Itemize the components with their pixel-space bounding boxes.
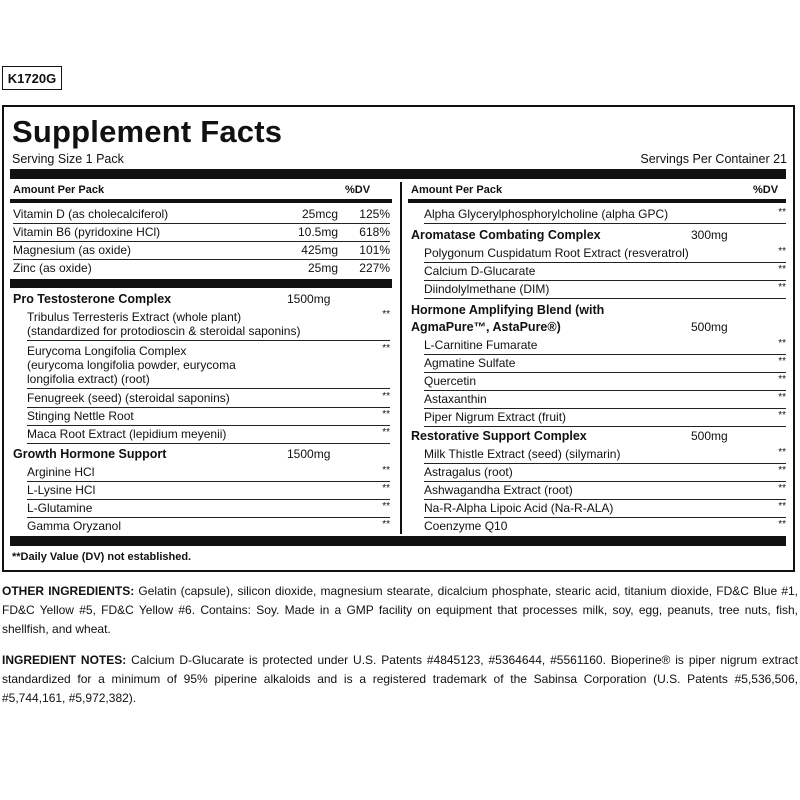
- dv-not-established: **: [382, 409, 390, 420]
- ingredient-name: Vitamin D (as cholecalciferol): [13, 207, 169, 221]
- right-dv-header: %DV: [753, 184, 779, 196]
- ingredient-name: Vitamin B6 (pyridoxine HCl): [13, 225, 161, 239]
- list-item: [424, 281, 786, 299]
- other-ingredients: [2, 582, 798, 639]
- ingredient-dv: 125%: [359, 207, 390, 221]
- dv-not-established: **: [778, 501, 786, 512]
- column-divider: [400, 182, 402, 534]
- ingredient-name: Astaxanthin: [424, 392, 487, 406]
- hormone-amount: 500mg: [691, 320, 728, 334]
- dv-not-established: **: [382, 483, 390, 494]
- list-item: [424, 337, 786, 355]
- ingredient-name: L-Glutamine: [27, 501, 93, 515]
- list-item: [27, 390, 390, 408]
- list-item: [424, 446, 786, 464]
- ingredient-name: Milk Thistle Extract (seed) (silymarin): [424, 447, 621, 461]
- ingredient-name: Diindolylmethane (DIM): [424, 282, 550, 296]
- list-item: [424, 518, 786, 535]
- list-item: [424, 245, 786, 263]
- left-section-rule: [10, 279, 392, 288]
- tribulus-item: [27, 310, 390, 341]
- dv-not-established: **: [778, 264, 786, 275]
- list-item: [27, 482, 390, 500]
- list-item: [27, 518, 390, 535]
- ingredient-name: Gamma Oryzanol: [27, 519, 122, 533]
- left-amount-header: Amount Per Pack: [13, 184, 105, 196]
- ingredient-name: Arginine HCl: [27, 465, 95, 479]
- list-item: [13, 260, 390, 277]
- list-item: [424, 500, 786, 518]
- right-amount-header: Amount Per Pack: [411, 184, 503, 196]
- tribulus-line-2: (standardized for protodioscin & steroidal saponins): [27, 324, 301, 338]
- list-item: [27, 500, 390, 518]
- restorative-heading: Restorative Support Complex: [411, 429, 587, 443]
- ingredient-name: Piper Nigrum Extract (fruit): [424, 410, 567, 424]
- hormone-heading-line-1: Hormone Amplifying Blend (with: [411, 303, 605, 317]
- eurycoma-line-1: Eurycoma Longifolia Complex: [27, 344, 187, 358]
- other-ingredients-text: Gelatin (capsule), silicon dioxide, magnesium stearate, dicalcium phosphate, stearic acid, titanium dioxide, FD&C Blue #1, FD&C Yellow #5, FD&C Yellow #6. Contains: Soy. Made in a GMP facility on equipment that processes milk, soy, egg, peanuts, tree nuts, fish, shellfish, and wheat.: [2, 584, 799, 636]
- servings-per-container: Servings Per Container 21: [640, 152, 787, 166]
- ingredient-name: Magnesium (as oxide): [13, 243, 132, 257]
- left-header-rule: [10, 199, 392, 203]
- growth-hormone-amount: 1500mg: [287, 447, 331, 461]
- ingredient-name: Coenzyme Q10: [424, 519, 508, 533]
- dv-not-established: **: [778, 282, 786, 293]
- ingredient-dv: 227%: [359, 261, 390, 275]
- other-ingredients-label: OTHER INGREDIENTS:: [2, 584, 135, 598]
- ingredient-name: Zinc (as oxide): [13, 261, 92, 275]
- ingredient-dv: 618%: [359, 225, 390, 239]
- ingredient-name: Maca Root Extract (lepidium meyenii): [27, 427, 227, 441]
- ingredient-notes-text: Calcium D-Glucarate is protected under U.S. Patents #4845123, #5364644, #5561160. Bioperine® is piper nigrum extract standardized for a minimum of 95% piperine alkaloids and is a registered trademark of the Sabinsa Corporation (U.S. Patents #5,536,506, #5,744,161, #5,972,382).: [2, 653, 798, 705]
- pro-testosterone-heading: Pro Testosterone Complex: [13, 292, 172, 306]
- eurycoma-line-2: (eurycoma longifolia powder, eurycoma: [27, 358, 236, 372]
- ingredient-name: Na-R-Alpha Lipoic Acid (Na-R-ALA): [424, 501, 614, 515]
- list-item: [424, 464, 786, 482]
- tribulus-line-1: Tribulus Terresteris Extract (whole plant): [27, 310, 242, 324]
- dv-not-established: **: [778, 356, 786, 367]
- ingredient-notes: [2, 651, 798, 708]
- dv-not-established: **: [382, 427, 390, 438]
- dv-not-established: **: [778, 447, 786, 458]
- list-item: [424, 391, 786, 409]
- hormone-heading-line-2: AgmaPure™, AstaPure®): [411, 320, 561, 334]
- dv-not-established: **: [778, 410, 786, 421]
- ingredient-name: L-Carnitine Fumarate: [424, 338, 538, 352]
- list-item: [424, 355, 786, 373]
- ingredient-name: L-Lysine HCl: [27, 483, 96, 497]
- ingredient-amount: 25mcg: [301, 207, 338, 221]
- ingredient-amount: 10.5mg: [297, 225, 338, 239]
- ingredient-name: Ashwagandha Extract (root): [424, 483, 573, 497]
- dv-not-established: **: [778, 392, 786, 403]
- thick-rule-bottom: [10, 536, 786, 546]
- dv-not-established: **: [778, 374, 786, 385]
- dv-not-established: **: [382, 391, 390, 402]
- right-header-rule: [408, 199, 786, 203]
- list-item: [424, 206, 786, 224]
- ingredient-name: Fenugreek (seed) (steroidal saponins): [27, 391, 230, 405]
- list-item: [13, 206, 390, 224]
- aromatase-heading: Aromatase Combating Complex: [411, 228, 601, 242]
- left-dv-header: %DV: [345, 184, 371, 196]
- ingredient-name: Alpha Glycerylphosphorylcholine (alpha GPC): [424, 207, 669, 221]
- aromatase-amount: 300mg: [691, 228, 728, 242]
- ingredient-amount: 25mg: [307, 261, 338, 275]
- list-item: [424, 409, 786, 427]
- list-item: [13, 224, 390, 242]
- dv-not-established: **: [382, 501, 390, 512]
- growth-hormone-heading: Growth Hormone Support: [13, 447, 167, 461]
- ingredient-name: Astragalus (root): [424, 465, 513, 479]
- ingredient-name: Polygonum Cuspidatum Root Extract (resveratrol): [424, 246, 689, 260]
- dv-not-established: **: [382, 519, 390, 530]
- dv-not-established: **: [382, 309, 390, 320]
- restorative-amount: 500mg: [691, 429, 728, 443]
- dv-not-established: **: [778, 519, 786, 530]
- eurycoma-item: [27, 344, 390, 389]
- eurycoma-line-3: longifolia extract) (root): [27, 372, 150, 386]
- dv-not-established: **: [778, 465, 786, 476]
- list-item: [27, 426, 390, 444]
- ingredient-name: Calcium D-Glucarate: [424, 264, 536, 278]
- list-item: [424, 263, 786, 281]
- dv-not-established: **: [778, 246, 786, 257]
- ingredient-name: Agmatine Sulfate: [424, 356, 516, 370]
- dv-not-established: **: [382, 343, 390, 354]
- list-item: [27, 408, 390, 426]
- product-code: K1720G: [2, 66, 62, 90]
- pro-testosterone-amount: 1500mg: [287, 292, 331, 306]
- dv-not-established: **: [778, 338, 786, 349]
- panel-title: Supplement Facts: [12, 114, 283, 149]
- dv-footnote: **Daily Value (DV) not established.: [12, 551, 192, 563]
- ingredient-dv: 101%: [359, 243, 390, 257]
- list-item: [424, 482, 786, 500]
- ingredient-amount: 425mg: [301, 243, 338, 257]
- list-item: [27, 464, 390, 482]
- thick-rule-top: [10, 169, 786, 179]
- ingredient-name: Stinging Nettle Root: [27, 409, 134, 423]
- ingredient-name: Quercetin: [424, 374, 477, 388]
- list-item: [13, 242, 390, 260]
- list-item: [424, 373, 786, 391]
- serving-size: Serving Size 1 Pack: [12, 152, 124, 166]
- ingredient-notes-label: INGREDIENT NOTES:: [2, 653, 127, 667]
- dv-not-established: **: [778, 483, 786, 494]
- dv-not-established: **: [778, 207, 786, 218]
- dv-not-established: **: [382, 465, 390, 476]
